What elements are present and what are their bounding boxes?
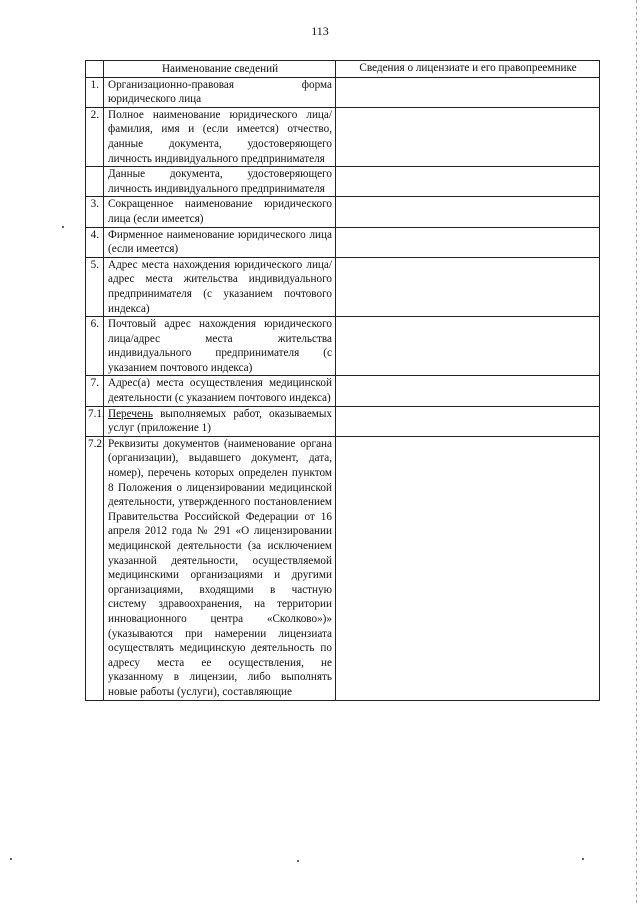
license-info-table <box>85 60 600 701</box>
row-name: Сокращенное наименование юридического лица (если имеется) <box>104 197 336 227</box>
row-name: Адрес места нахождения юридического лица/адрес места жительства индивидуального предпринимателя (с указанием почтового индекса) <box>104 257 336 316</box>
row-name: Почтовый адрес нахождения юридического лица/адрес места жительства индивидуального предпринимателя (с указанием почтового индекса) <box>104 317 336 376</box>
row-name: Организационно-правовая форма юридического лица <box>104 77 336 107</box>
table-header-row <box>86 61 600 78</box>
scan-speck <box>10 858 12 860</box>
page-number: 113 <box>311 24 329 38</box>
scan-edge-line <box>636 0 637 905</box>
row-info-cell[interactable] <box>336 436 600 700</box>
table-row <box>86 77 600 107</box>
row-name <box>104 406 336 436</box>
row-number <box>86 167 104 197</box>
table-row <box>86 197 600 227</box>
table-row <box>86 107 600 166</box>
row-info-cell[interactable] <box>336 317 600 376</box>
row-number: 4. <box>86 227 104 257</box>
row-info-cell[interactable] <box>336 257 600 316</box>
row-info-cell[interactable] <box>336 167 600 197</box>
table-row <box>86 167 600 197</box>
row-info-cell[interactable] <box>336 107 600 166</box>
table-row <box>86 436 600 700</box>
row-number: 5. <box>86 257 104 316</box>
row-name: Данные документа, удостоверяющего личность индивидуального предпринимателя <box>104 167 336 197</box>
row-info-cell[interactable] <box>336 197 600 227</box>
row-name-rest: выполняемых работ, оказываемых услуг (приложение 1) <box>108 407 332 435</box>
scan-speck <box>62 226 64 228</box>
table-row <box>86 227 600 257</box>
row-number: 2. <box>86 107 104 166</box>
table-row <box>86 406 600 436</box>
row-name: Реквизиты документов (наименование органа (организации), выдавшего документ, дата, номер), перечень которых определен пунктом 8 Положения о лицензировании медицинской деятельности, утвержденного постановлением Правительства Российской Федерации от 16 апреля 2012 года № 291 «О лицензировании медицинской деятельности (за исключением указанной деятельности, осуществляемой медицинскими организациями и другими организациями, входящими в частную систему здравоохранения, на территории инновационного центра «Сколково»)» (указываются при намерении лицензиата осуществлять медицинскую деятельность по адресу места ее осуществления, не указанному в лицензии, либо выполнять новые работы (услуги), составляющие <box>104 436 336 700</box>
row-name: Фирменное наименование юридического лица (если имеется) <box>104 227 336 257</box>
scan-speck <box>582 858 584 860</box>
row-number: 7. <box>86 376 104 406</box>
row-name: Полное наименование юридического лица/фамилия, имя и (если имеется) отчество, данные документа, удостоверяющего личность индивидуального предпринимателя <box>104 107 336 166</box>
row-info-cell[interactable] <box>336 406 600 436</box>
row-info-cell[interactable] <box>336 376 600 406</box>
row-number: 3. <box>86 197 104 227</box>
row-info-cell[interactable] <box>336 77 600 107</box>
row-number: 7.1. <box>86 406 104 436</box>
scan-speck <box>297 860 299 862</box>
header-name-cell: Наименование сведений <box>104 61 336 78</box>
row-number: 1. <box>86 77 104 107</box>
row-number: 6. <box>86 317 104 376</box>
table-row <box>86 257 600 316</box>
header-num-cell <box>86 61 104 78</box>
row-name-underlined: Перечень <box>108 407 154 420</box>
row-name: Адрес(а) места осуществления медицинской деятельности (с указанием почтового индекса) <box>104 376 336 406</box>
row-number: 7.2. <box>86 436 104 700</box>
table-row <box>86 317 600 376</box>
header-info-cell: Сведения о лицензиате и его правопреемнике <box>336 61 600 78</box>
table-row <box>86 376 600 406</box>
row-info-cell[interactable] <box>336 227 600 257</box>
